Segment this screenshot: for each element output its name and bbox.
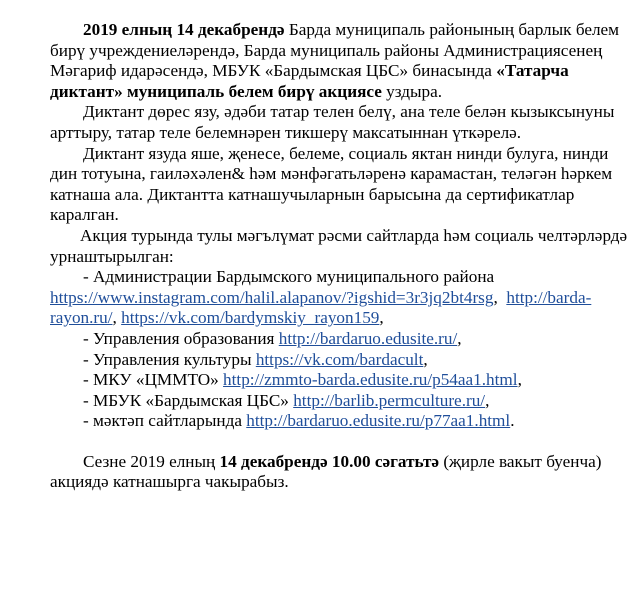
document-body (50, 0, 628, 493)
purpose-paragraph: Диктант дөрес язу, әдәби татар телен белү, ана теле белән кызыксынуны арттыру, татар теле белемнәрен тикшерү максатыннан үткәрелә. (50, 102, 615, 142)
culture-label: - Управления культуры (83, 349, 252, 369)
invitation-paragraph (50, 452, 628, 493)
invitation-text-end: (җирле вакыт буенча) акциядә катнашырга чакырабыз. (50, 451, 602, 492)
barlib-link[interactable]: http://barlib.permculture.ru/ (293, 390, 486, 410)
list-item-edu: - Управления образования http://bardaruo.edusite.ru/, (83, 328, 462, 348)
invitation-text: Сезне 2019 елның (83, 451, 220, 471)
barda-rayon-link[interactable]: http://barda-rayon.ru/ (50, 287, 592, 328)
intro-text-end: уздыра. (381, 81, 443, 101)
vk-bardymskiy-link[interactable]: https://vk.com/bardymskiy_rayon159 (121, 308, 380, 328)
school-label: - мәктәп сайтларында (83, 411, 242, 431)
zmmto-link[interactable]: http://zmmto-barda.edusite.ru/p54aa1.html (223, 370, 518, 390)
list-item-mku: - МКУ «ЦММТО» http://zmmto-barda.edusite.ru/p54aa1.html, (83, 370, 522, 390)
list-item-admin (50, 267, 628, 288)
list-item-school: - мәктәп сайтларында http://bardaruo.edusite.ru/p77aa1.html. (83, 411, 515, 431)
vk-bardacult-link[interactable]: https://vk.com/bardacult (255, 349, 424, 369)
intro-text: Барда муниципаль районының барлык белем бирү учреждениеләрендә, Барда муниципаль районы Администрациясенең Мәгариф идарәсендә, МБУК «Бардымская ЦБС» бинасында (50, 20, 620, 81)
bardaruo-link[interactable]: http://bardaruo.edusite.ru/ (278, 328, 458, 348)
participants-paragraph: Диктант язуда яше, җенесе, белеме, социаль яктан нинди булуга, нинди дин тотуына, гаиләхәлен& hәм мәнфәгатьләренә карамастан, теләгән hәркем катнаша ала. Диктантта катнашучыларнын барысына да сертификатлар каралган. (50, 143, 613, 225)
date-bold: 2019 елның 14 декабрендә (83, 20, 285, 39)
admin-label: - Администрации Бардымского муниципального района (83, 267, 495, 287)
mbuk-label: - МБУК «Бардымская ЦБС» (83, 390, 289, 410)
list-item-culture: - Управления культуры https://vk.com/bardacult, (83, 349, 428, 369)
info-paragraph: Акция турында тулы мәгълүмат рәсми сайтларда hәм социаль челтәрләрдә урнаштырылган: (50, 225, 628, 266)
event-name-bold: «Татарча диктант» муниципаль белем бирү акциясе (50, 61, 569, 101)
admin-links: https://www.instagram.com/halil.alapanov/?igshid=3r3jq2bt4rsg, http://barda-rayon.ru/, https://vk.com/bardymskiy_rayon159, (50, 287, 592, 328)
instagram-link[interactable]: https://www.instagram.com/halil.alapanov/?igshid=3r3jq2bt4rsg (50, 287, 494, 307)
time-bold: 14 декабрендә 10.00 сәгатьтә (219, 451, 440, 471)
list-item-mbuk: - МБУК «Бардымская ЦБС» http://barlib.permculture.ru/, (83, 390, 490, 410)
mku-label: - МКУ «ЦММТО» (83, 370, 219, 390)
school-sites-link[interactable]: http://bardaruo.edusite.ru/p77aa1.html (246, 411, 511, 431)
edu-label: - Управления образования (83, 328, 275, 348)
intro-paragraph (50, 20, 628, 102)
